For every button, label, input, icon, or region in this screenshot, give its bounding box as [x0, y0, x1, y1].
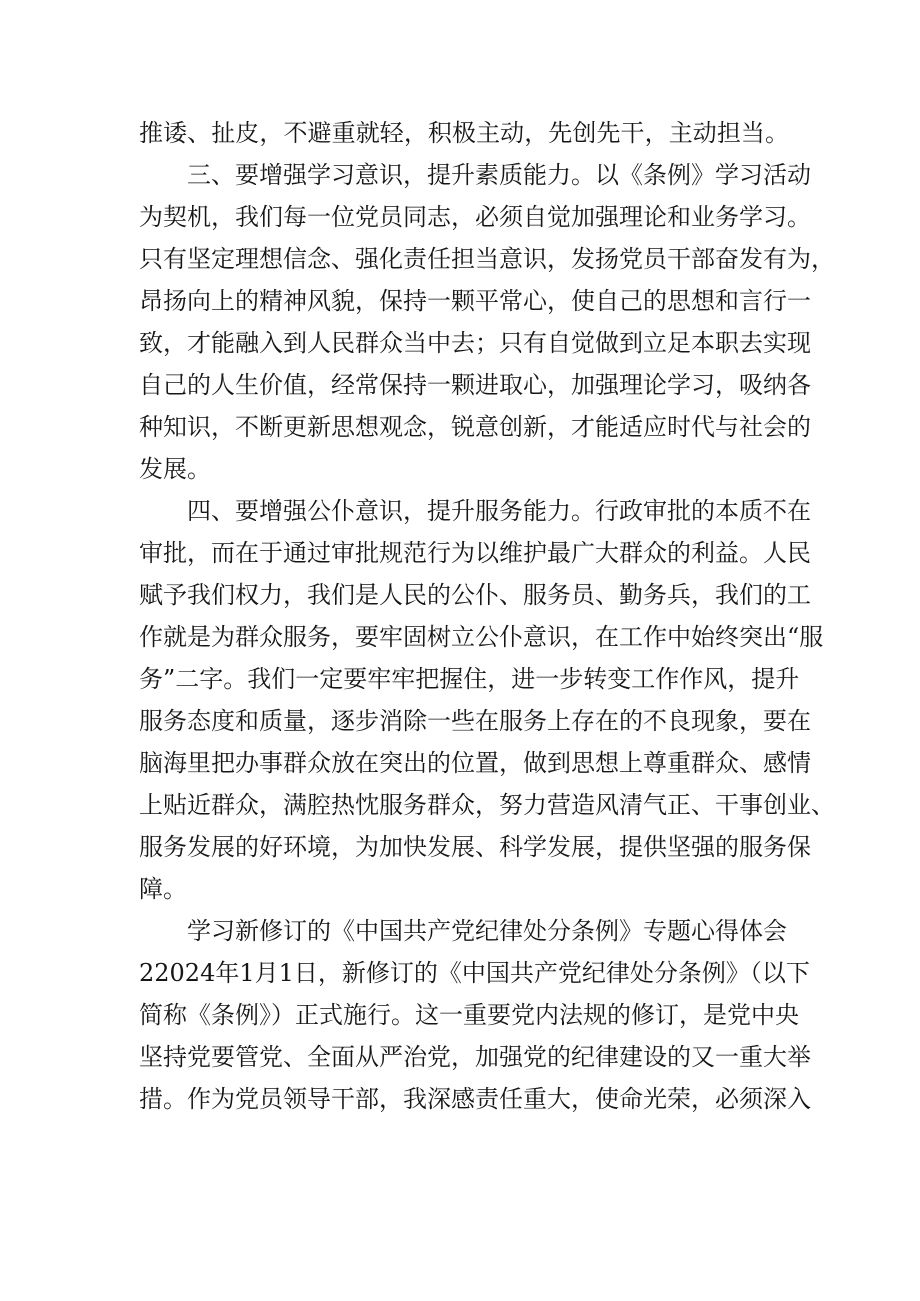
body-line: 昂扬向上的精神风貌，保持一颗平常心，使自己的思想和言行一 — [139, 287, 811, 315]
section-four-heading-line: 四、要增强公仆意识，提升服务能力。行政审批的本质不在 — [187, 497, 811, 525]
body-line: 推诿、扯皮，不避重就轻，积极主动，先创先干，主动担当。 — [139, 119, 789, 147]
document-body — [139, 112, 835, 1120]
body-line: 致，才能融入到人民群众当中去；只有自觉做到立足本职去实现 — [139, 329, 811, 357]
article-title-line: 学习新修订的《中国共产党纪律处分条例》专题心得体会 — [187, 917, 787, 945]
body-line: 务”二字。我们一定要牢牢把握住，进一步转变工作作风，提升 — [139, 665, 800, 693]
body-line: 服务发展的好环境，为加快发展、科学发展，提供坚强的服务保 — [139, 833, 811, 861]
body-line: 自己的人生价值，经常保持一颗进取心，加强理论学习，吸纳各 — [139, 371, 811, 399]
body-line: 坚持党要管党、全面从严治党，加强党的纪律建设的又一重大举 — [139, 1043, 811, 1071]
body-line: 服务态度和质量，逐步消除一些在服务上存在的不良现象，要在 — [139, 707, 811, 735]
body-line: 障。 — [139, 875, 187, 903]
body-line: 上贴近群众，满腔热忱服务群众，努力营造风清气正、干事创业、 — [139, 791, 835, 819]
body-line: 措。作为党员领导干部，我深感责任重大，使命光荣，必须深入 — [139, 1085, 811, 1113]
body-line: 审批，而在于通过审批规范行为以维护最广大群众的利益。人民 — [139, 539, 811, 567]
body-line: 脑海里把办事群众放在突出的位置，做到思想上尊重群众、感情 — [139, 749, 811, 777]
body-line: 作就是为群众服务，要牢固树立公仆意识，在工作中始终突出“服 — [139, 623, 824, 651]
body-line: 赋予我们权力，我们是人民的公仆、服务员、勤务兵，我们的工 — [139, 581, 811, 609]
body-line: 只有坚定理想信念、强化责任担当意识，发扬党员干部奋发有为， — [139, 245, 835, 273]
body-line: 发展。 — [139, 455, 211, 483]
body-line: 为契机，我们每一位党员同志，必须自觉加强理论和业务学习。 — [139, 203, 811, 231]
body-line: 种知识，不断更新思想观念，锐意创新，才能适应时代与社会的 — [139, 413, 811, 441]
section-three-heading-line: 三、要增强学习意识，提升素质能力。以《条例》学习活动 — [187, 161, 811, 189]
body-line: 简称《条例》）正式施行。这一重要党内法规的修订，是党中央 — [139, 1001, 799, 1029]
body-line: 22024年1月1日，新修订的《中国共产党纪律处分条例》（以下 — [139, 959, 810, 987]
